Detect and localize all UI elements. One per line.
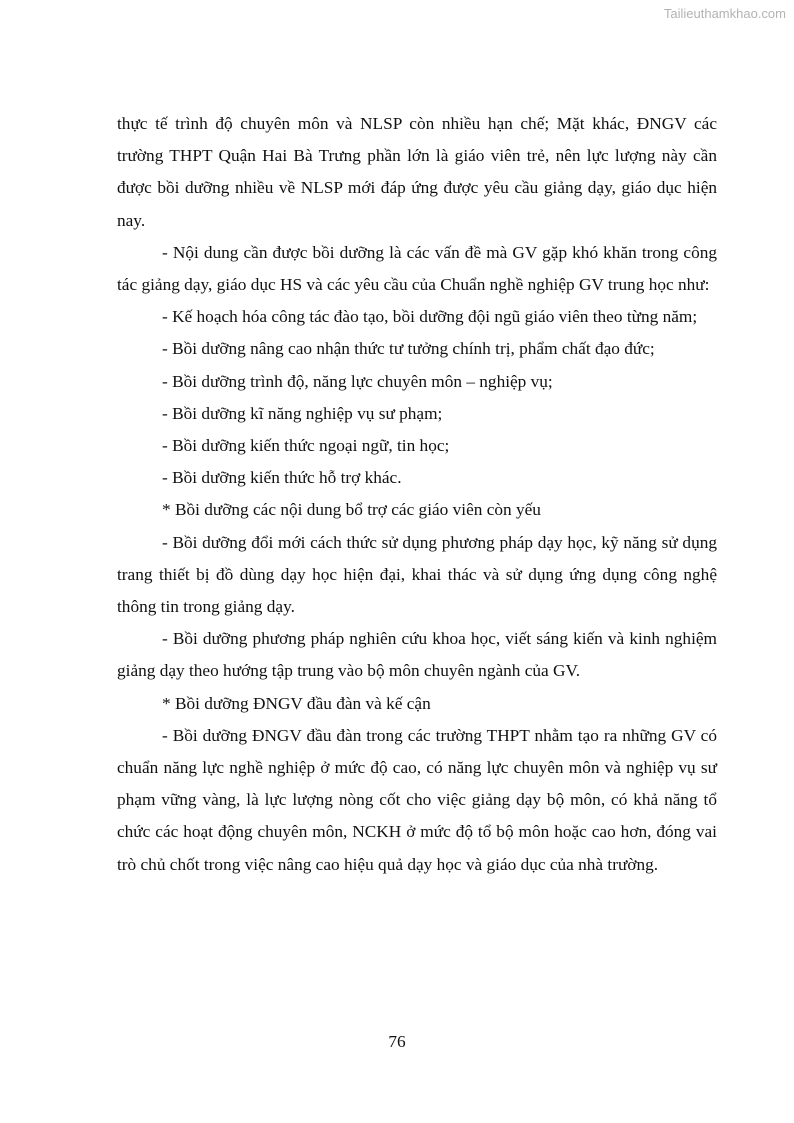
paragraph: - Bồi dưỡng phương pháp nghiên cứu khoa học, viết sáng kiến và kinh nghiệm giảng dạy theo hướng tập trung vào bộ môn chuyên ngành của GV. bbox=[117, 629, 717, 681]
paragraph: - Nội dung cần được bồi dưỡng là các vấn đề mà GV gặp khó khăn trong công tác giảng dạy, giáo dục HS và các yêu cầu của Chuẩn nghề nghiệp GV trung học như: bbox=[117, 242, 717, 295]
paragraph: - Bồi dưỡng đổi mới cách thức sử dụng phương pháp dạy học, kỹ năng sử dụng trang thiết bị đồ dùng dạy học hiện đại, khai thác và sử dụng ứng dụng công nghệ thông tin trong giảng dạy. bbox=[117, 532, 717, 617]
paragraph: * Bồi dưỡng ĐNGV đầu đàn và kế cận bbox=[162, 693, 431, 713]
paragraph: - Bồi dưỡng kĩ năng nghiệp vụ sư phạm; bbox=[162, 403, 443, 423]
page-body bbox=[117, 108, 717, 881]
paragraph: - Bồi dưỡng nâng cao nhận thức tư tưởng chính trị, phẩm chất đạo đức; bbox=[162, 339, 655, 359]
watermark: Tailieuthamkhao.com bbox=[663, 6, 786, 21]
paragraph: * Bồi dưỡng các nội dung bổ trợ các giáo viên còn yếu bbox=[162, 500, 541, 520]
paragraph: - Kế hoạch hóa công tác đào tạo, bồi dưỡng đội ngũ giáo viên theo từng năm; bbox=[162, 307, 698, 327]
paragraph: - Bồi dưỡng kiến thức ngoại ngữ, tin học; bbox=[162, 436, 450, 456]
paragraph: - Bồi dưỡng trình độ, năng lực chuyên môn – nghiệp vụ; bbox=[162, 371, 553, 391]
paragraph: - Bồi dưỡng ĐNGV đầu đàn trong các trường THPT nhằm tạo ra những GV có chuẩn năng lực nghề nghiệp ở mức độ cao, có năng lực chuyên môn và nghiệp vụ sư phạm vững vàng, là lực lượng nòng cốt cho việc giảng dạy bộ môn, có khả năng tổ chức các hoạt động chuyên môn, NCKH ở mức độ tổ bộ môn hoặc cao hơn, đóng vai trò chủ chốt trong việc nâng cao hiệu quả dạy học và giáo dục của nhà trường. bbox=[117, 725, 717, 874]
paragraph: - Bồi dưỡng kiến thức hỗ trợ khác. bbox=[162, 468, 402, 488]
paragraph: thực tế trình độ chuyên môn và NLSP còn nhiều hạn chế; Mặt khác, ĐNGV các trường THPT Quận Hai Bà Trưng phần lớn là giáo viên trẻ, nên lực lượng này cần được bồi dưỡng nhiều về NLSP mới đáp ứng được yêu cầu giảng dạy, giáo dục hiện nay. bbox=[117, 114, 717, 230]
page-number: 76 bbox=[388, 1032, 406, 1051]
